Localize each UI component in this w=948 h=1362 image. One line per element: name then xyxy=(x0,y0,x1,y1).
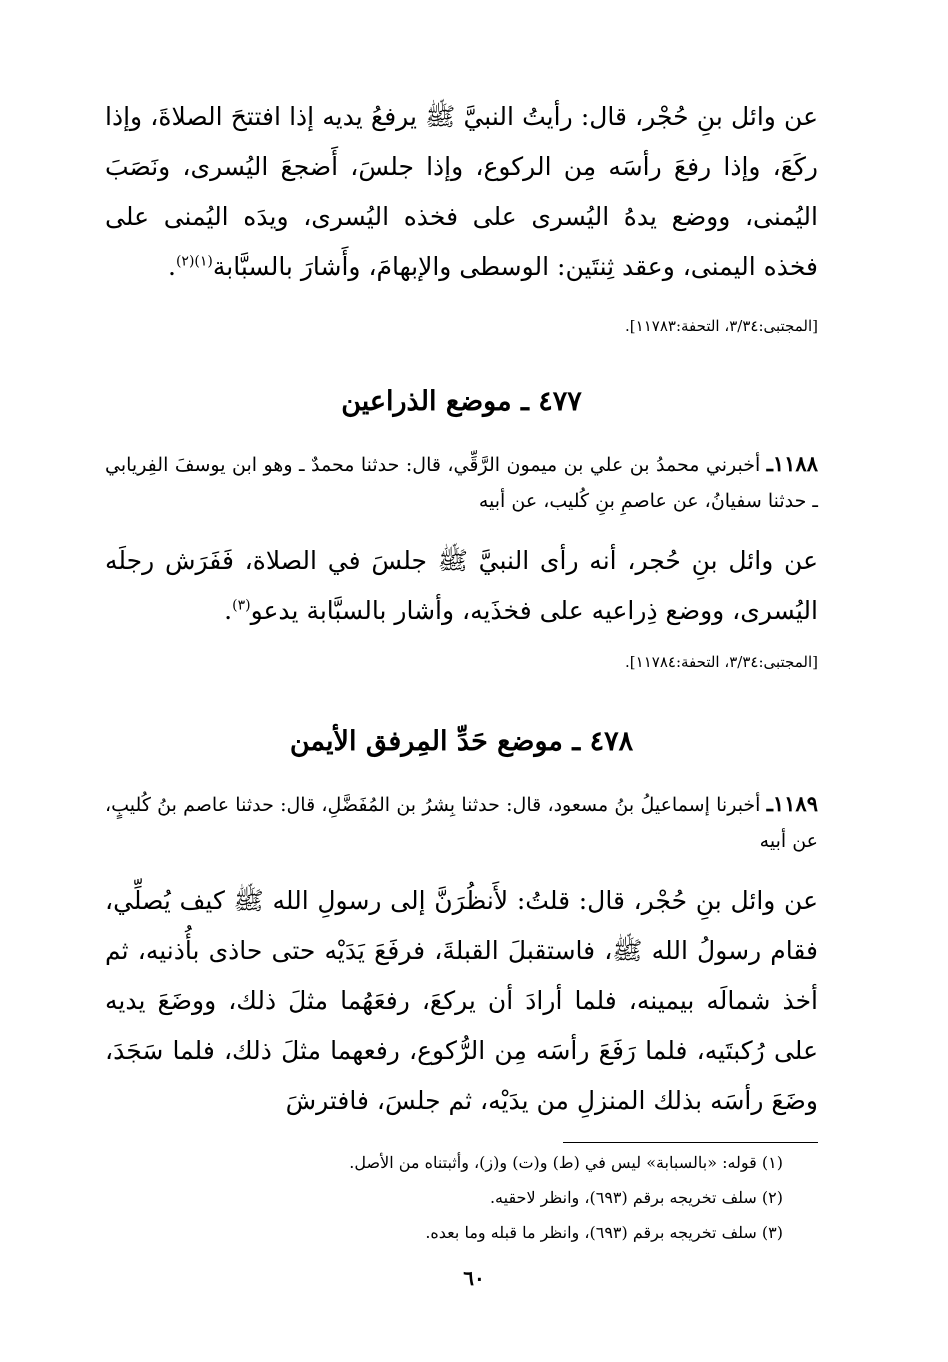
chapter-478-heading: ٤٧٨ ـ موضع حَدِّ المِرفق الأيمن xyxy=(289,726,634,757)
hadith-number: ١١٨٨ـ xyxy=(766,451,818,476)
hadith-1188-isnad xyxy=(105,446,818,519)
hadith-body: عن وائل بنِ حُجر، أنه رأى النبيَّ ﷺ جلسَ في الصلاة، فَفَرَش رجلَه اليُسرى، ووضع ذِراعيه على فخذَيه، وأشار بالسبَّابة يدعو xyxy=(105,546,818,625)
hadith-1187-reference: [المجتبى:٣/٣٤، التحفة:١١٧٨٣]. xyxy=(625,317,818,335)
hadith-1188-reference: [المجتبى:٣/٣٤، التحفة:١١٧٨٤]. xyxy=(625,653,818,671)
hadith-1189-isnad xyxy=(105,786,818,859)
footnote-marker: (٣) xyxy=(232,597,251,614)
isnad-text: أخبرنا إسماعيلُ بنُ مسعود، قال: حدثنا بِشرُ بن المُفَضَّلِ، قال: حدثنا عاصم بنُ كُليبٍ، عن أبيه xyxy=(105,794,818,852)
page-number: ٦٠ xyxy=(463,1266,485,1290)
hadith-body: عن وائل بنِ حُجْر، قال: رأيتُ النبيَّ ﷺ يرفعُ يديه إذا افتتحَ الصلاةَ، وإذا ركَعَ، وإذا رفعَ رأسَه مِن الركوع، وإذا جلسَ، أَضجعَ اليُسرى، ونَصَبَ اليُمنى، ووضع يدهُ اليُسرى على فخذه اليُسرى، ويدَه اليُمنى على فخذه اليمنى، وعقد ثِنتَين: الوسطى والإبهامَ، وأَشارَ بالسبَّابة xyxy=(105,102,818,281)
isnad-text: أخبرني محمدُ بن علي بن ميمون الرَّقِّي، قال: حدثنا محمدٌ ـ وهو ابن يوسفَ الفِريابي ـ حدثنا سفيانُ، عن عاصمِ بنِ كُليب، عن أبيه xyxy=(105,454,818,512)
hadith-1188-text: عن وائل بنِ حُجر، أنه رأى النبيَّ ﷺ جلسَ في الصلاة، فَفَرَش رجلَه اليُسرى، ووضع ذِراعيه على فخذَيه، وأشار بالسبَّابة يدعو$^{(٣)}$. xyxy=(105,546,818,625)
footnote-2: (٢) سلف تخريجه برقم (٦٩٣)، وانظر لاحقيه. xyxy=(489,1188,783,1207)
hadith-1189-text: عن وائل بنِ حُجْر، قال: قلتُ: لأَنظُرَنَّ إلى رسولِ الله ﷺ كيف يُصلِّي، فقام رسولُ الله ﷺ، فاستقبلَ القبلةَ، فرفَعَ يَدَيْه حتى حاذى بأُذنيه، ثم أخذ شمالَه بيمينه، فلما أرادَ أن يركعَ، رفعَهُما مثلَ ذلك، ووضَعَ يديه على رُكبتَيه، فلما رَفَعَ رأسَه مِن الرُّكوع، رفعهما مثلَ ذلك، فلما سَجَدَ، وضَعَ رأسَه بذلك المنزلِ من يدَيْه، ثم جلسَ، فافترشَ xyxy=(105,886,818,1115)
chapter-477-heading: ٤٧٧ ـ موضع الذراعين xyxy=(341,386,582,417)
hadith-number: ١١٨٩ـ xyxy=(766,791,818,816)
footnote-3: (٣) سلف تخريجه برقم (٦٩٣)، وانظر ما قبله وما بعده. xyxy=(425,1223,783,1242)
footnote-markers: (١)(٢) xyxy=(175,253,213,270)
footnote-separator xyxy=(563,1142,818,1143)
footnote-1: (١) قوله: «بالسبابة» ليس في (ط) و(ت) و(ز)، وأثبتناه من الأصل. xyxy=(349,1153,783,1172)
hadith-1187-text: عن وائل بنِ حُجْر، قال: رأيتُ النبيَّ ﷺ يرفعُ يديه إذا افتتحَ الصلاةَ، وإذا ركَعَ، وإذا رفعَ رأسَه مِن الركوع، وإذا جلسَ، أَضجعَ اليُسرى، ونَصَبَ اليُمنى، ووضع يدهُ اليُسرى على فخذه اليُسرى، ويدَه اليُمنى على فخذه اليمنى، وعقد ثِنتَين: الوسطى والإبهامَ، وأَشارَ بالسبَّابة$^{(١)(٢)}$. xyxy=(105,102,818,281)
